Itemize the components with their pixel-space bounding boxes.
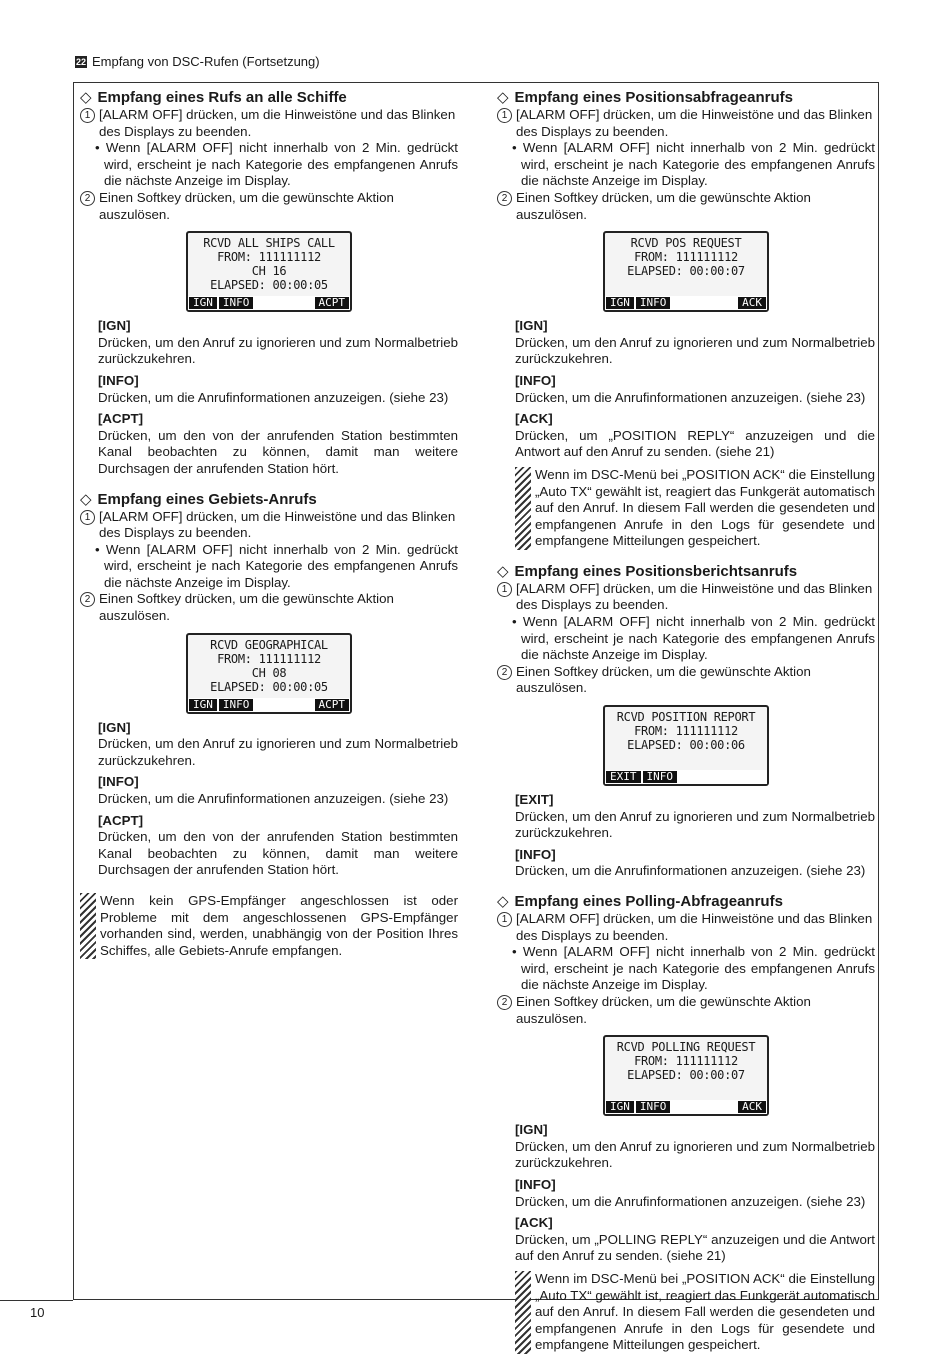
key-desc: Drücken, um die Anrufinformationen anzuzeigen. (siehe 23) (515, 1193, 866, 1209)
key-label: [IGN] (515, 1122, 548, 1138)
step-number-icon: 2 (80, 191, 95, 206)
section-pos-request (497, 88, 875, 550)
key-desc: Drücken, um den Anruf zu ignorieren und zum Normalbetrieb zurückzukehren. (515, 334, 875, 367)
key-label: [ACPT] (98, 411, 144, 427)
step-number-icon: 2 (80, 592, 95, 607)
step-1: 1 [ALARM OFF] drücken, um die Hinweistöne und das Blinken des Displays zu beenden. (497, 581, 875, 614)
softkey-bar (188, 698, 350, 712)
lcd-display: RCVD ALL SHIPS CALL FROM: 111111112 CH 16 ELAPSED: 00:00:05 IGN INFO ACPT (186, 231, 352, 312)
step-1: 1 [ALARM OFF] drücken, um die Hinweistöne und das Blinken des Displays zu beenden. (497, 107, 875, 140)
bullet: • Wenn [ALARM OFF] nicht innerhalb von 2 Min. gedrückt wird, erscheint je nach Kategorie des empfangenen Anrufs die nächste Anzeige im Display. (512, 614, 875, 663)
softkey-exit: EXIT (606, 771, 641, 783)
page-rule (0, 1300, 73, 1301)
section-title: ◇ Empfang eines Gebiets-Anrufs (80, 490, 317, 508)
key-desc: Drücken, um „POLLING REPLY“ anzuzeigen und die Antwort auf den Anruf zu senden. (siehe 21) (515, 1231, 875, 1264)
section-geographical (80, 490, 458, 960)
note-icon (80, 893, 96, 959)
softkey-ign: IGN (189, 699, 217, 711)
key-label: [INFO] (515, 846, 556, 862)
softkey-info: INFO (636, 297, 671, 309)
bullet: • Wenn [ALARM OFF] nicht innerhalb von 2 Min. gedrückt wird, erscheint je nach Kategorie des empfangenen Anrufs die nächste Anzeige im Display. (512, 140, 875, 189)
step-2: 2 Einen Softkey drücken, um die gewünschte Aktion auszulösen. (497, 994, 875, 1027)
key-desc: Drücken, um die Anrufinformationen anzuzeigen. (siehe 23) (515, 863, 866, 879)
key-desc: Drücken, um den Anruf zu ignorieren und zum Normalbetrieb zurückzukehren. (515, 1138, 875, 1171)
key-label: [ACK] (515, 1215, 553, 1231)
step-number-icon: 2 (497, 665, 512, 680)
note-icon (515, 1271, 531, 1354)
key-desc: Drücken, um die Anrufinformationen anzuzeigen. (siehe 23) (515, 389, 866, 405)
section-title: ◇ Empfang eines Positionsabfrageanrufs (497, 89, 793, 106)
note: Wenn im DSC-Menü bei „POSITION ACK“ die Einstellung „Auto TX“ gewählt ist, reagiert das Funkgerät automatisch auf den Anruf. In diesem Fall werden die gesendeten und empfangenen Anrufe in den Logs für gesendete und empfangene Mitteilungen gespeichert. (515, 1271, 875, 1354)
key-label: [IGN] (98, 719, 131, 735)
key-desc: Drücken, um die Anrufinformationen anzuzeigen. (siehe 23) (98, 389, 449, 405)
softkey-ack: ACK (738, 297, 766, 309)
step-number-icon: 2 (497, 191, 512, 206)
softkey-info: INFO (643, 771, 678, 783)
key-desc: Drücken, um „POSITION REPLY“ anzuzeigen und die Antwort auf den Anruf zu senden. (siehe 21) (515, 427, 875, 460)
left-column (80, 88, 458, 959)
lcd-display: RCVD GEOGRAPHICAL FROM: 111111112 CH 08 ELAPSED: 00:00:05 IGN INFO ACPT (186, 633, 352, 714)
key-desc: Drücken, um die Anrufinformationen anzuzeigen. (siehe 23) (98, 791, 449, 807)
page-number: 10 (30, 1305, 45, 1320)
softkey-ign: IGN (606, 1101, 634, 1113)
step-number-icon: 1 (497, 912, 512, 927)
bullet: • Wenn [ALARM OFF] nicht innerhalb von 2 Min. gedrückt wird, erscheint je nach Kategorie des empfangenen Anrufs die nächste Anzeige im Display. (95, 140, 458, 189)
softkey-bar (605, 1100, 767, 1114)
step-1: 1 [ALARM OFF] drücken, um die Hinweistöne und das Blinken des Displays zu beenden. (80, 107, 458, 140)
header-title: Empfang von DSC-Rufen (Fortsetzung) (92, 54, 320, 69)
step-2: 2 Einen Softkey drücken, um die gewünschte Aktion auszulösen. (497, 664, 875, 697)
softkey-bar (605, 296, 767, 310)
section-title: ◇ Empfang eines Polling-Abfrageanrufs (497, 893, 783, 910)
diamond-icon: ◇ (497, 893, 509, 910)
key-label: [IGN] (98, 318, 131, 334)
key-desc: Drücken, um den von der anrufenden Station bestimmten Kanal beobachten zu können, damit man weitere Durchsagen der anrufenden Station hört. (98, 829, 458, 878)
key-label: [INFO] (98, 774, 139, 790)
step-2: 2 Einen Softkey drücken, um die gewünschte Aktion auszulösen. (497, 190, 875, 223)
bullet: • Wenn [ALARM OFF] nicht innerhalb von 2 Min. gedrückt wird, erscheint je nach Kategorie des empfangenen Anrufs die nächste Anzeige im Display. (95, 541, 458, 590)
softkey-bar (188, 296, 350, 310)
section-title: ◇ Empfang eines Positionsberichtsanrufs (497, 562, 798, 580)
softkey-ign: IGN (606, 297, 634, 309)
diamond-icon: ◇ (497, 89, 509, 106)
key-desc: Drücken, um den Anruf zu ignorieren und zum Normalbetrieb zurückzukehren. (98, 334, 458, 367)
bullet: • Wenn [ALARM OFF] nicht innerhalb von 2 Min. gedrückt wird, erscheint je nach Kategorie des empfangenen Anrufs die nächste Anzeige im Display. (512, 944, 875, 993)
lcd-display: RCVD POS REQUEST FROM: 111111112 ELAPSED: 00:00:07 IGN INFO ACK (603, 231, 769, 312)
note: Wenn kein GPS-Empfänger angeschlossen ist oder Probleme mit dem angeschlossenen GPS-Empfänger vorhanden sind, werden, unabhängig von der Position Ihres Schiffes, alle Gebiets-Anrufe empfangen. (80, 893, 458, 959)
softkey-info: INFO (219, 699, 254, 711)
diamond-icon: ◇ (80, 490, 92, 508)
section-pos-report (497, 562, 875, 880)
softkey-info: INFO (636, 1101, 671, 1113)
diamond-icon: ◇ (497, 562, 509, 580)
step-1: 1 [ALARM OFF] drücken, um die Hinweistöne und das Blinken des Displays zu beenden. (497, 911, 875, 944)
page-header (75, 54, 320, 69)
key-label: [ACK] (515, 411, 553, 427)
step-1: 1 [ALARM OFF] drücken, um die Hinweistöne und das Blinken des Displays zu beenden. (80, 509, 458, 542)
step-2: 2 Einen Softkey drücken, um die gewünschte Aktion auszulösen. (80, 190, 458, 223)
lcd-display: RCVD POSITION REPORT FROM: 111111112 ELAPSED: 00:00:06 EXIT INFO (603, 705, 769, 786)
softkey-ign: IGN (189, 297, 217, 309)
diamond-icon: ◇ (80, 89, 92, 106)
right-column (497, 88, 875, 1354)
softkey-acpt: ACPT (315, 297, 350, 309)
step-number-icon: 1 (80, 108, 95, 123)
key-desc: Drücken, um den von der anrufenden Station bestimmten Kanal beobachten zu können, damit man weitere Durchsagen der anrufenden Station hört. (98, 427, 458, 476)
note: Wenn im DSC-Menü bei „POSITION ACK“ die Einstellung „Auto TX“ gewählt ist, reagiert das Funkgerät automatisch auf den Anruf. In diesem Fall werden die gesendeten und empfangenen Anrufe in den Logs für gesendete und empfangene Mitteilungen gespeichert. (515, 467, 875, 550)
key-label: [IGN] (515, 318, 548, 334)
key-desc: Drücken, um den Anruf zu ignorieren und zum Normalbetrieb zurückzukehren. (515, 808, 875, 841)
key-label: [INFO] (515, 372, 556, 388)
softkey-acpt: ACPT (315, 699, 350, 711)
softkey-ack: ACK (738, 1101, 766, 1113)
step-number-icon: 1 (497, 582, 512, 597)
key-label: [EXIT] (515, 792, 554, 808)
section-polling (497, 892, 875, 1354)
key-label: [ACPT] (98, 812, 144, 828)
softkey-bar (605, 770, 767, 784)
step-number-icon: 1 (80, 510, 95, 525)
step-number-icon: 2 (497, 995, 512, 1010)
key-label: [INFO] (98, 372, 139, 388)
note-icon (515, 467, 531, 550)
key-desc: Drücken, um den Anruf zu ignorieren und zum Normalbetrieb zurückzukehren. (98, 736, 458, 768)
section-all-ships (80, 88, 458, 478)
section-title: ◇ Empfang eines Rufs an alle Schiffe (80, 89, 347, 106)
section-badge: 22 (75, 56, 86, 67)
step-2: 2 Einen Softkey drücken, um die gewünschte Aktion auszulösen. (80, 591, 458, 624)
step-number-icon: 1 (497, 108, 512, 123)
content-frame (73, 82, 879, 1353)
softkey-info: INFO (219, 297, 254, 309)
lcd-display: RCVD POLLING REQUEST FROM: 111111112 ELAPSED: 00:00:07 IGN INFO ACK (603, 1035, 769, 1116)
key-label: [INFO] (515, 1176, 556, 1192)
